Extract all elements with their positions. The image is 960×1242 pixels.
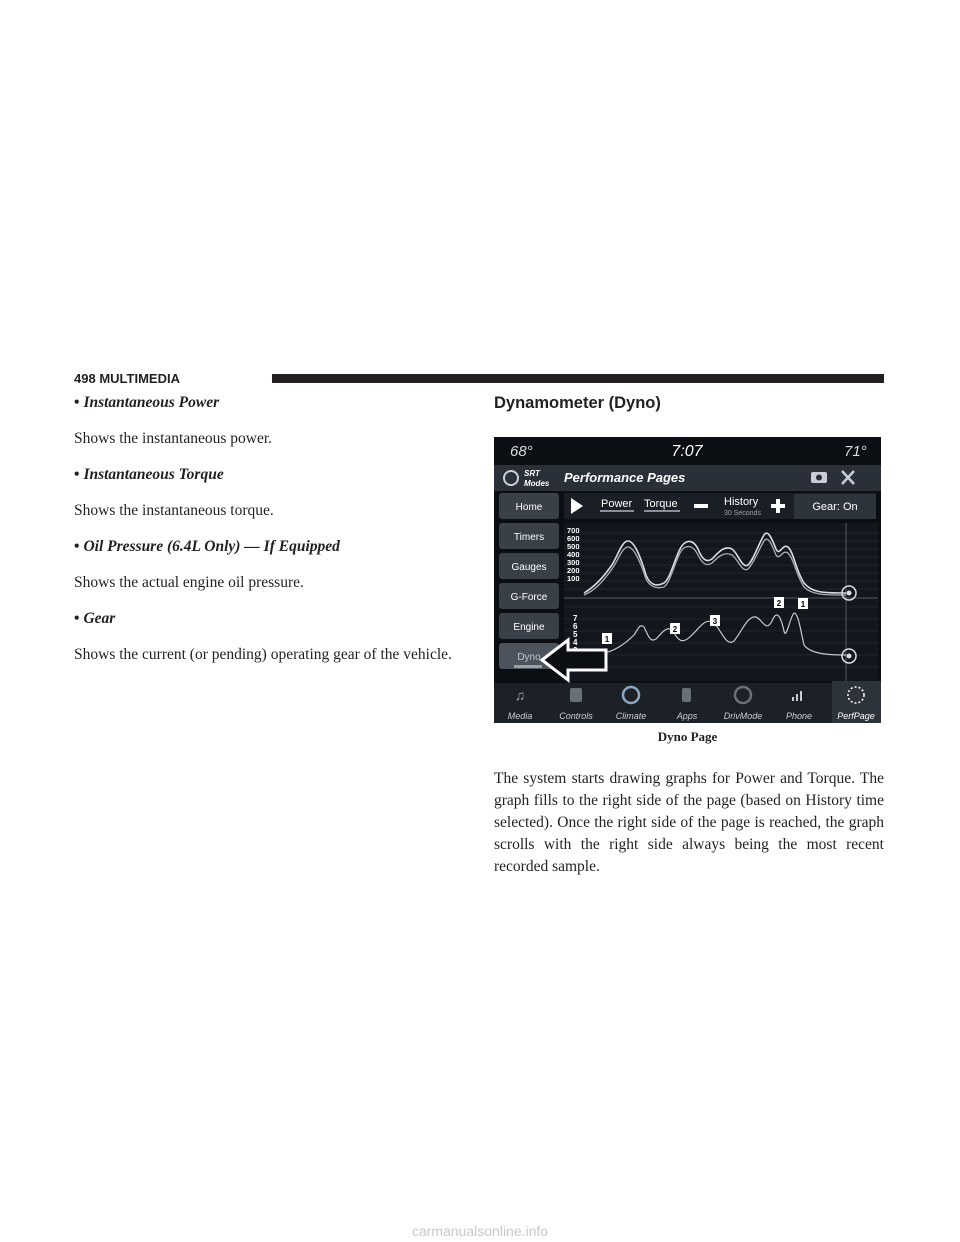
- bottom-nav: [494, 681, 881, 723]
- nav-climate[interactable]: Climate: [615, 711, 647, 721]
- tick-300: 300: [567, 558, 580, 567]
- bullet-gear: • Gear: [74, 610, 116, 627]
- nav-perfpage[interactable]: PerfPage: [837, 711, 875, 721]
- tick-g4: 4: [573, 638, 578, 647]
- tick-600: 600: [567, 534, 580, 543]
- gear-marker-3: 3: [712, 617, 718, 626]
- media-icon: ♫: [514, 687, 526, 703]
- right-column: [494, 392, 884, 414]
- camera-icon[interactable]: [811, 472, 827, 483]
- section-title: Dynamometer (Dyno): [494, 394, 661, 412]
- desc-gear: Shows the current (or pending) operating gear of the vehicle.: [74, 646, 452, 663]
- history-sub: 30 Seconds: [724, 510, 761, 517]
- bullet-power: • Instantaneous Power: [74, 394, 220, 411]
- dyno-description: The system starts drawing graphs for Power and Torque. The graph fills to the right side of the page (based on History time selected). Once the right side of the page is reached, the graph scrolls with the right side always being the most recent recorded sample.: [494, 769, 884, 875]
- section-name: MULTIMEDIA: [99, 371, 180, 386]
- page-header-label: [74, 372, 180, 386]
- tick-g5: 5: [573, 630, 578, 639]
- watermark: carmanualsonline.info: [411, 1223, 549, 1239]
- nav-drivmode[interactable]: DrivMode: [723, 711, 763, 721]
- page-number: 498: [74, 371, 96, 386]
- desc-oil: Shows the actual engine oil pressure.: [74, 574, 304, 591]
- left-column: [74, 392, 464, 680]
- tick-700: 700: [567, 526, 580, 535]
- side-label-engine: Engine: [513, 622, 545, 633]
- tick-g6: 6: [573, 622, 578, 631]
- desc-torque: Shows the instantaneous torque.: [74, 502, 274, 519]
- power-button[interactable]: Power: [601, 498, 633, 510]
- side-label-timers: Timers: [513, 532, 545, 543]
- side-label-dyno: Dyno: [517, 652, 541, 663]
- seat-icon: [570, 688, 582, 702]
- bullet-oil: • Oil Pressure (6.4L Only) — If Equipped: [74, 538, 340, 555]
- nav-phone[interactable]: Phone: [785, 711, 813, 721]
- history-label: History: [724, 496, 759, 508]
- side-label-gauges: Gauges: [511, 562, 547, 573]
- upper-axis-ticks: [567, 526, 580, 583]
- gear-marker-2b: 2: [776, 599, 782, 608]
- term-power: Instantaneous Power: [83, 394, 220, 411]
- tick-500: 500: [567, 542, 580, 551]
- bullet-torque: • Instantaneous Torque: [74, 466, 224, 483]
- page-title-screen: Performance Pages: [564, 470, 686, 485]
- brand-bottom: Modes: [524, 479, 550, 488]
- dyno-screenshot: [494, 437, 881, 723]
- term-gear: Gear: [83, 610, 116, 627]
- tick-100: 100: [567, 574, 580, 583]
- side-label-home: Home: [515, 502, 543, 513]
- nav-controls[interactable]: Controls: [559, 711, 593, 721]
- header-rule: [272, 374, 884, 383]
- gear-toggle-button[interactable]: Gear: On: [812, 501, 858, 513]
- minus-button[interactable]: [694, 504, 708, 508]
- page-header: [74, 372, 884, 386]
- side-label-gforce: G-Force: [510, 592, 548, 603]
- clock: 7:07: [671, 443, 703, 460]
- gear-marker-1a: 1: [604, 635, 610, 644]
- brand-top: SRT: [524, 469, 540, 478]
- apps-icon: [682, 688, 691, 702]
- figure-caption: Dyno Page: [657, 729, 718, 744]
- term-torque: Instantaneous Torque: [83, 466, 224, 483]
- toolbar: [564, 493, 876, 519]
- temp-left: 68°: [510, 443, 533, 460]
- tick-g7: 7: [573, 614, 578, 623]
- dyno-screen-svg: [494, 437, 881, 723]
- torque-button[interactable]: Torque: [644, 498, 678, 510]
- temp-right: 71°: [844, 443, 867, 460]
- term-oil: Oil Pressure (6.4L Only) — If Equipped: [83, 538, 340, 555]
- nav-media[interactable]: Media: [507, 711, 533, 721]
- tick-400: 400: [567, 550, 580, 559]
- gear-marker-2a: 2: [672, 625, 678, 634]
- tick-200: 200: [567, 566, 580, 575]
- desc-power: Shows the instantaneous power.: [74, 430, 273, 447]
- nav-apps[interactable]: Apps: [676, 711, 698, 721]
- gear-marker-1b: 1: [800, 600, 806, 609]
